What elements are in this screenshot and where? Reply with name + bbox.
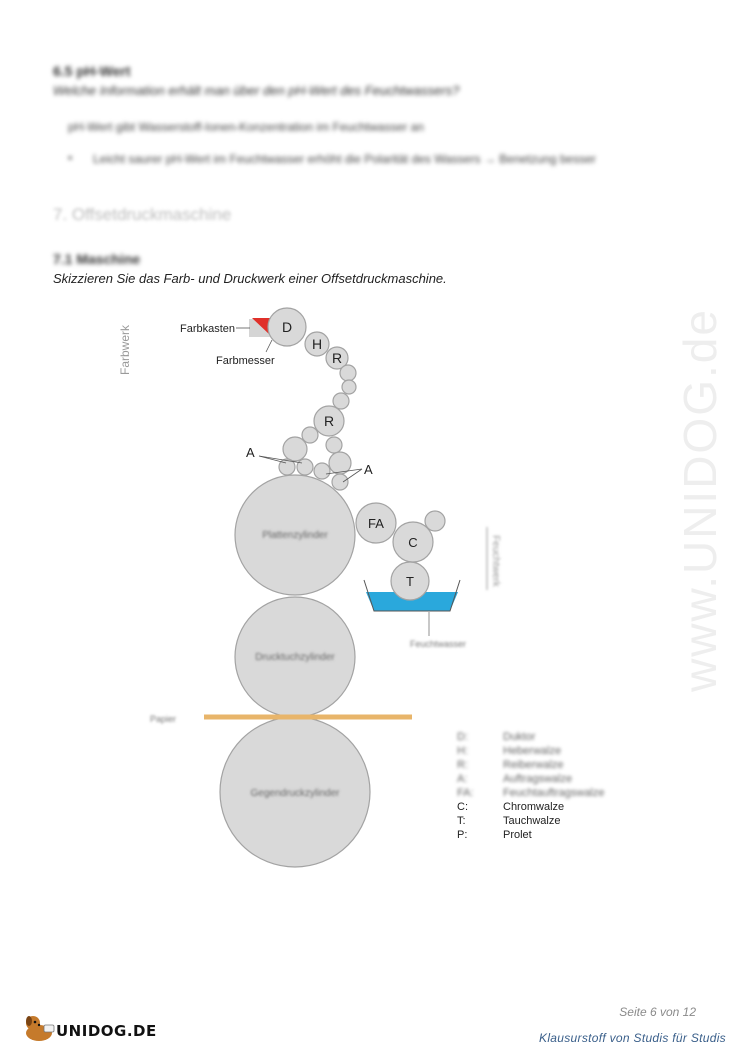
ink-roller-small-3 (333, 393, 349, 409)
legend-value: Heberwalze (503, 745, 562, 757)
legend-key: A: (457, 773, 468, 785)
farbwerk-label: Farbwerk (118, 324, 132, 376)
chapter-heading-7: 7. Offsetdruckmaschine (53, 205, 232, 224)
legend-value: Chromwalze (503, 801, 565, 813)
footer-tagline: Klausurstoff von Studis für Studis (539, 1031, 726, 1045)
farbkasten-label: Farbkasten (180, 323, 236, 335)
legend-value: Auftragswalze (503, 773, 573, 785)
legend-row (457, 787, 605, 799)
watermark: www.UNIDOG.de (674, 308, 726, 692)
legend-value: Prolet (503, 829, 532, 841)
gegendruckzylinder-label: Gegendruckzylinder (250, 788, 340, 799)
legend-key: H: (457, 745, 468, 757)
legend-value: Duktor (503, 731, 536, 743)
ink-roller-small-2 (342, 380, 356, 394)
plattenzylinder-label: Plattenzylinder (262, 530, 328, 541)
legend-key: T: (457, 815, 466, 827)
dampening-roller-small (425, 511, 445, 531)
legend-row (457, 745, 561, 757)
roller-c-label: C (408, 535, 418, 550)
legend-key: P: (457, 829, 468, 841)
farbmesser-label: Farbmesser (216, 355, 275, 367)
bullet-text: Leicht saurer pH-Wert im Feuchtwasser erhöht die Polarität des Wassers → Benetzung besser (93, 152, 596, 166)
auftrag-roller-mid (314, 463, 330, 479)
auftrag-roller-left-2 (297, 459, 313, 475)
legend-value: Reiberwalze (503, 759, 564, 771)
unidog-dog-logo-icon (22, 1013, 56, 1043)
distributor-roller-right (326, 437, 342, 453)
legend-row (457, 815, 560, 827)
feuchtwasser-label: Feuchtwasser (410, 639, 467, 649)
paper-label: Papier (150, 714, 177, 724)
section-heading-6-5: 6.5 pH-Wert (53, 63, 131, 79)
legend-value: Feuchtauftragswalze (503, 787, 605, 799)
task-text: Skizzieren Sie das Farb- und Druckwerk einer Offsetdruckmaschine. (53, 271, 447, 286)
logo-text[interactable]: UNIDOG.DE (56, 1022, 157, 1040)
roller-r2-label: R (323, 413, 335, 429)
legend-row (457, 773, 572, 785)
legend-row (457, 801, 564, 813)
legend-row (457, 731, 535, 743)
legend-value: Tauchwalze (503, 815, 561, 827)
distributor-roller-left (283, 437, 307, 461)
roller-a-right-label: A (364, 462, 373, 477)
roller-r1-label: R (331, 350, 343, 366)
legend-key: D: (457, 731, 468, 743)
bullet-marker: • (68, 151, 73, 165)
roller-h-label: H (311, 336, 323, 352)
ink-roller-small-1 (340, 365, 356, 381)
legend-row (457, 759, 564, 771)
section-question-6-5: Welche Information erhält man über den pH-Wert des Feuchtwassers? (53, 83, 460, 98)
roller-t-label: T (406, 574, 414, 589)
auftrag-roller-right-2 (332, 474, 348, 490)
feuchtwerk-label: Feuchtwerk (490, 535, 501, 587)
roller-d-label: D (281, 319, 293, 335)
answer-text: pH-Wert gibt Wasserstoff-Ionen-Konzentration im Feuchtwasser an (68, 120, 424, 134)
legend-row (457, 829, 532, 841)
section-heading-7-1: 7.1 Maschine (53, 251, 141, 267)
legend-key: R: (457, 759, 468, 771)
drucktuchzylinder-label: Drucktuchzylinder (255, 652, 335, 663)
legend-key: FA: (457, 787, 474, 799)
ink-roller-small-4 (302, 427, 318, 443)
legend-key: C: (457, 801, 468, 813)
page-number: Seite 6 von 12 (619, 1005, 696, 1019)
roller-fa-label: FA (368, 516, 384, 531)
farbmesser-leader (266, 340, 272, 352)
roller-a-left-label: A (246, 445, 255, 460)
